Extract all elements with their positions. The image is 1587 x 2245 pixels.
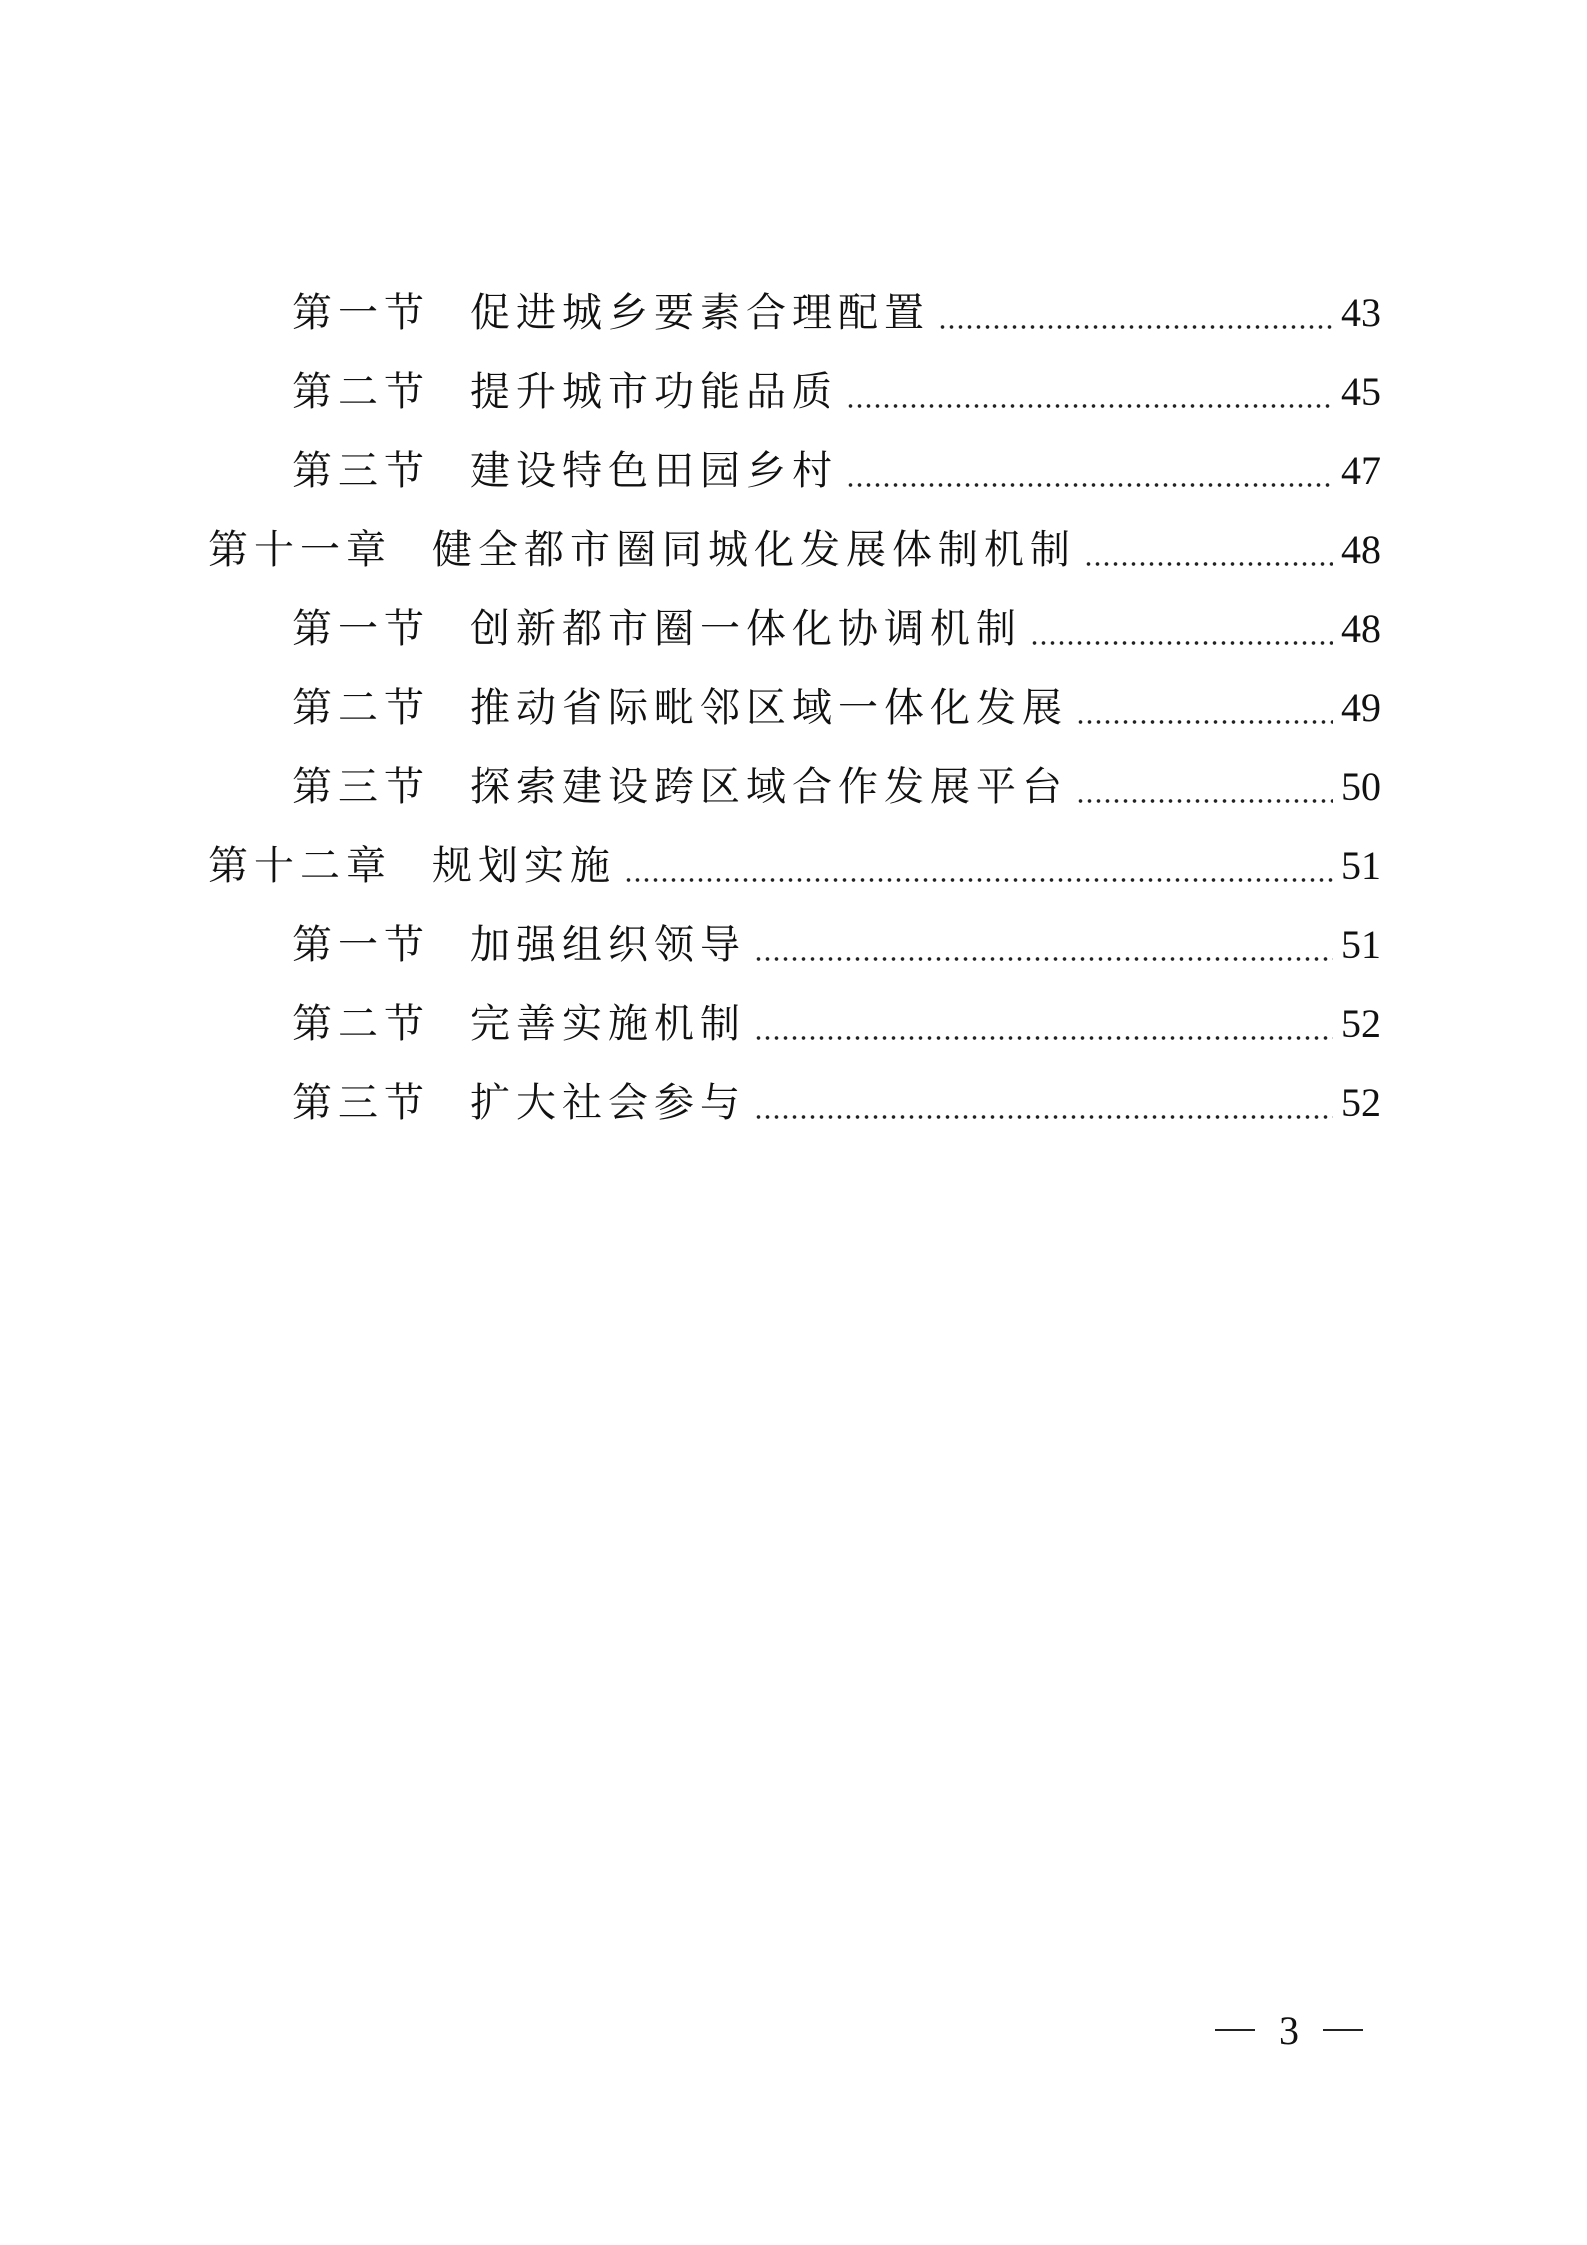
toc-entry-page: 51 (1341, 843, 1381, 888)
toc-entry-title: 创新都市圈一体化协调机制 (470, 606, 1022, 652)
toc-entry-title: 规划实施 (432, 843, 616, 889)
toc-entry-title: 加强组织领导 (470, 922, 746, 968)
toc-entry-section[interactable] (292, 1073, 1381, 1133)
footer-right-dash (1323, 2029, 1363, 2031)
toc-dot-leader (846, 404, 1333, 408)
toc-dot-leader (846, 483, 1333, 487)
page-number: 3 (1279, 2007, 1299, 2053)
toc-entry-section[interactable] (292, 599, 1381, 659)
toc-entry-section[interactable] (292, 915, 1381, 975)
toc-dot-leader (624, 878, 1333, 882)
toc-dot-leader (1084, 562, 1333, 566)
toc-entry-page: 50 (1341, 764, 1381, 809)
toc-entry-section[interactable] (292, 283, 1381, 343)
toc-dot-leader (1076, 720, 1333, 724)
toc-entry-section[interactable] (292, 678, 1381, 738)
toc-entry-title: 促进城乡要素合理配置 (470, 290, 930, 336)
toc-entry-title: 推动省际毗邻区域一体化发展 (470, 685, 1068, 731)
toc-entry-label: 第二节 (292, 685, 430, 731)
toc-entry-page: 52 (1341, 1001, 1381, 1046)
toc-entry-label: 第十二章 (208, 843, 392, 889)
page-number-footer (1215, 2005, 1363, 2055)
toc-entry-label: 第二节 (292, 1001, 430, 1047)
toc-dot-leader (754, 957, 1333, 961)
toc-entry-section[interactable] (292, 362, 1381, 422)
toc-entry-label: 第三节 (292, 448, 430, 494)
toc-dot-leader (754, 1036, 1333, 1040)
toc-entry-title: 探索建设跨区域合作发展平台 (470, 764, 1068, 810)
toc-entry-page: 45 (1341, 369, 1381, 414)
toc-entry-label: 第一节 (292, 922, 430, 968)
toc-entry-title: 完善实施机制 (470, 1001, 746, 1047)
toc-entry-title: 建设特色田园乡村 (470, 448, 838, 494)
toc-entry-label: 第一节 (292, 290, 430, 336)
toc-entry-chapter[interactable] (208, 520, 1381, 580)
toc-entry-page: 51 (1341, 922, 1381, 967)
footer-left-dash (1215, 2029, 1255, 2031)
toc-entry-label: 第十一章 (208, 527, 392, 573)
toc-dot-leader (1030, 641, 1333, 645)
toc-entry-label: 第三节 (292, 764, 430, 810)
toc-entry-page: 48 (1341, 527, 1381, 572)
toc-entry-section[interactable] (292, 994, 1381, 1054)
toc-entry-page: 47 (1341, 448, 1381, 493)
toc-entry-label: 第一节 (292, 606, 430, 652)
toc-entry-title: 扩大社会参与 (470, 1080, 746, 1126)
toc-entry-label: 第二节 (292, 369, 430, 415)
toc-dot-leader (754, 1115, 1333, 1119)
toc-dot-leader (938, 325, 1333, 329)
toc-entry-chapter[interactable] (208, 836, 1381, 896)
toc-entry-section[interactable] (292, 757, 1381, 817)
toc-entry-label: 第三节 (292, 1080, 430, 1126)
toc-entry-page: 52 (1341, 1080, 1381, 1125)
toc-entry-page: 49 (1341, 685, 1381, 730)
toc-entry-section[interactable] (292, 441, 1381, 501)
toc-entry-title: 提升城市功能品质 (470, 369, 838, 415)
toc-dot-leader (1076, 799, 1333, 803)
toc-entry-title: 健全都市圈同城化发展体制机制 (432, 527, 1076, 573)
toc-entry-page: 43 (1341, 290, 1381, 335)
toc-entry-page: 48 (1341, 606, 1381, 651)
